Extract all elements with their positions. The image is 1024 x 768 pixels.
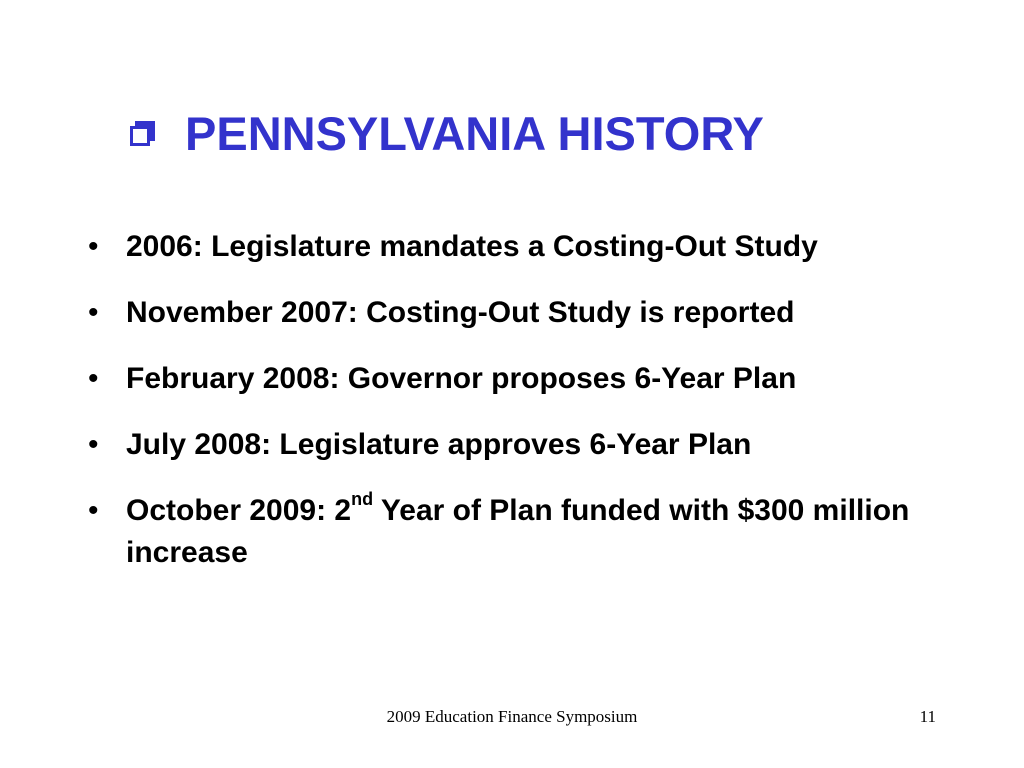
bullet-dot: • (88, 428, 99, 461)
bullet-dot: • (88, 296, 99, 329)
bullet-text-part: Year of Plan funded with $300 million increase (126, 494, 910, 569)
bullet-list (88, 226, 988, 598)
bullet-dot: • (88, 494, 99, 527)
slide-title-text: PENNSYLVANIA HISTORY (185, 106, 764, 160)
bullet-item (88, 226, 988, 268)
bullet-item (88, 358, 988, 400)
ordinal-superscript: nd (351, 489, 374, 509)
bullet-dot: • (88, 230, 99, 263)
bullet-item (88, 424, 988, 466)
bullet-text: February 2008: Governor proposes 6-Year Plan (126, 362, 797, 395)
bullet-text: 2006: Legislature mandates a Costing-Out Study (126, 230, 818, 263)
bullet-text (126, 489, 910, 569)
bullet-item (88, 292, 988, 334)
checkbox-square-icon (130, 121, 155, 146)
bullet-dot: • (88, 362, 99, 395)
bullet-text: July 2008: Legislature approves 6-Year Plan (126, 428, 752, 461)
slide-footer (0, 707, 1024, 731)
page-number: 11 (919, 707, 936, 726)
slide-title (130, 98, 764, 168)
bullet-text-part: October 2009: 2 (126, 494, 352, 527)
bullet-item (88, 490, 988, 574)
bullet-text: November 2007: Costing-Out Study is reported (126, 296, 795, 329)
footer-title: 2009 Education Finance Symposium (386, 707, 638, 726)
